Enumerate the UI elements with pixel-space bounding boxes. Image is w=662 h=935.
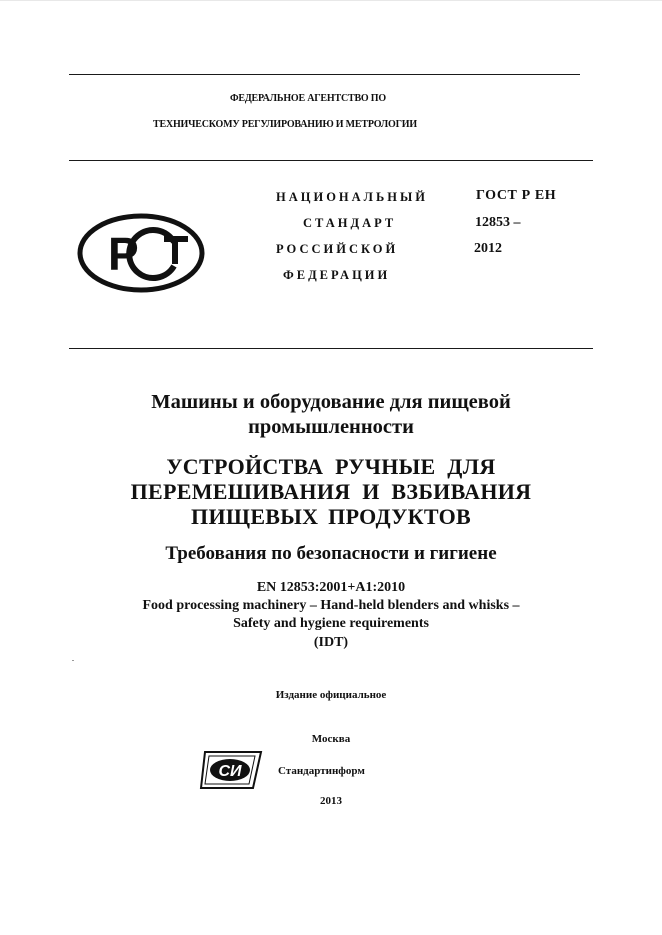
- scan-speck: [72, 660, 74, 661]
- designation-line-2: 12853 –: [475, 215, 521, 230]
- en-reference: EN 12853:2001+A1:2010: [256, 580, 406, 595]
- standartinform-logo: [199, 750, 263, 790]
- en-title-line-2: Safety and hygiene requirements: [233, 616, 429, 631]
- gost-r-logo: [76, 212, 206, 294]
- top-rule: [69, 74, 580, 75]
- designation-line-1: ГОСТ Р ЕН: [476, 188, 557, 203]
- subtitle: Требования по безопасности и гигиене: [165, 543, 497, 564]
- main-title-line-2: ПЕРЕМЕШИВАНИЯ И ВЗБИВАНИЯ: [130, 479, 532, 504]
- svg-text:P: P: [108, 228, 139, 280]
- title-line-2: промышленности: [248, 416, 414, 438]
- en-title-line-1: Food processing machinery – Hand-held blenders and whisks –: [142, 598, 520, 613]
- agency-line-2: ТЕХНИЧЕСКОМУ РЕГУЛИРОВАНИЮ И МЕТРОЛОГИИ: [153, 119, 417, 130]
- header-rule: [69, 160, 593, 161]
- city-label: Москва: [311, 733, 351, 745]
- standard-type-line-1: НАЦИОНАЛЬНЫЙ: [276, 190, 428, 204]
- main-title-line-3: ПИЩЕВЫХ ПРОДУКТОВ: [191, 504, 471, 529]
- year-label: 2013: [320, 795, 342, 807]
- title-rule: [69, 348, 593, 349]
- main-title-line-1: УСТРОЙСТВА РУЧНЫЕ ДЛЯ: [166, 454, 496, 479]
- title-line-1: Машины и оборудование для пищевой: [151, 391, 511, 413]
- page-edge: [0, 0, 662, 1]
- standard-type-line-2: СТАНДАРТ: [303, 216, 397, 230]
- agency-line-1: ФЕДЕРАЛЬНОЕ АГЕНТСТВО ПО: [230, 93, 386, 104]
- publisher-name: Стандартинформ: [278, 765, 365, 777]
- edition-label: Издание официальное: [275, 689, 387, 701]
- en-title-line-3: (IDT): [313, 635, 349, 650]
- standard-type-line-4: ФЕДЕРАЦИИ: [283, 268, 391, 282]
- standard-type-line-3: РОССИЙСКОЙ: [276, 242, 399, 256]
- designation-line-3: 2012: [474, 241, 502, 256]
- svg-text:СИ: СИ: [218, 763, 242, 780]
